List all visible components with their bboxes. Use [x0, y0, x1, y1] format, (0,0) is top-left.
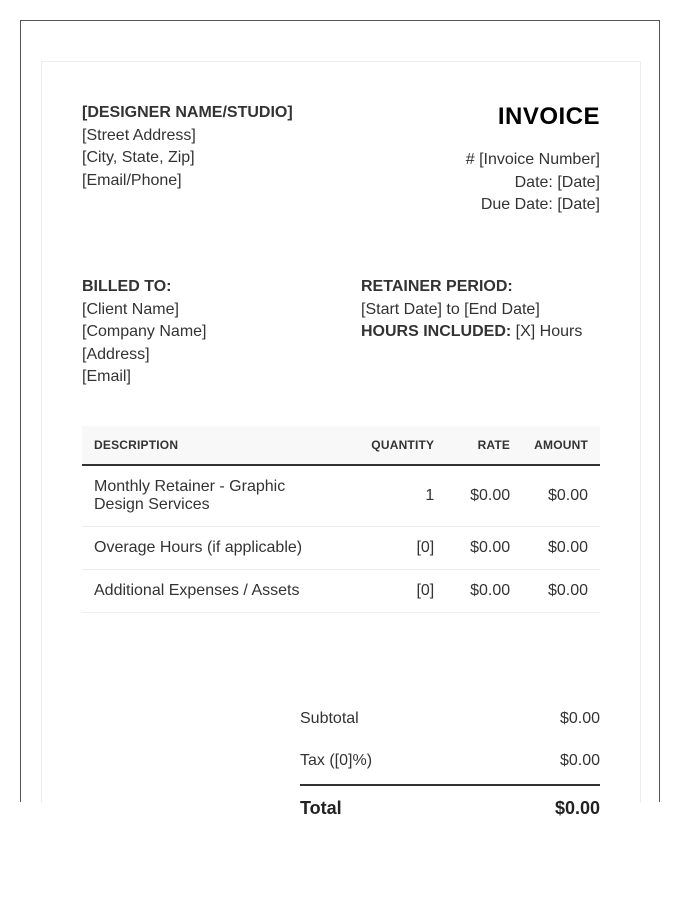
row-rate: $0.00: [446, 570, 522, 613]
row-description: Monthly Retainer - Graphic Design Services: [82, 465, 336, 527]
header-amount: AMOUNT: [522, 426, 600, 465]
retainer-block: [361, 276, 582, 344]
parties-section: [82, 276, 600, 426]
row-amount: $0.00: [522, 527, 600, 570]
row-description: Overage Hours (if applicable): [82, 527, 336, 570]
line-items-table: [82, 426, 600, 613]
table-row: [82, 465, 600, 527]
client-name: [Client Name]: [82, 300, 179, 318]
row-amount: $0.00: [522, 570, 600, 613]
subtotal-value: $0.00: [559, 710, 600, 727]
retainer-period-value: [Start Date] to [End Date]: [361, 300, 540, 318]
invoice-document: [41, 61, 641, 818]
row-quantity: 1: [336, 465, 446, 527]
retainer-period-label: RETAINER PERIOD:: [361, 278, 513, 295]
invoice-content: [82, 102, 600, 818]
row-amount: $0.00: [522, 465, 600, 527]
invoice-title: INVOICE: [497, 103, 600, 130]
hours-included-value: [X] Hours: [511, 323, 583, 340]
sender-block: [82, 102, 293, 192]
table-header-row: [82, 426, 600, 465]
subtotal-line: [300, 698, 600, 740]
total-label: Total: [300, 797, 342, 818]
tax-line: [300, 740, 600, 782]
billed-to-block: [82, 276, 207, 389]
sender-street: [Street Address]: [82, 126, 196, 144]
totals-block: [300, 698, 600, 830]
row-quantity: [0]: [336, 527, 446, 570]
billed-to-label: BILLED TO:: [82, 278, 172, 295]
hours-included-label: HOURS INCLUDED:: [361, 323, 512, 340]
hours-included: [361, 321, 582, 344]
company-name: [Company Name]: [82, 323, 207, 340]
table-row: [82, 527, 600, 570]
row-quantity: [0]: [336, 570, 446, 613]
row-rate: $0.00: [446, 465, 522, 527]
invoice-meta: [466, 102, 600, 217]
tax-value: $0.00: [559, 752, 600, 769]
client-email: [Email]: [82, 368, 131, 385]
row-rate: $0.00: [446, 527, 522, 570]
header-rate: RATE: [446, 426, 522, 465]
sender-name: [DESIGNER NAME/STUDIO]: [82, 104, 293, 121]
subtotal-label: Subtotal: [300, 710, 359, 727]
row-description: Additional Expenses / Assets: [82, 570, 336, 613]
invoice-due-date: Due Date: [Date]: [480, 196, 600, 213]
sender-city: [City, State, Zip]: [82, 149, 195, 166]
invoice-header: [82, 102, 600, 252]
header-quantity: QUANTITY: [336, 426, 446, 465]
sender-contact: [Email/Phone]: [82, 171, 182, 189]
invoice-date: Date: [Date]: [514, 173, 600, 191]
page-frame: [20, 20, 660, 818]
client-address: [Address]: [82, 345, 150, 363]
header-description: DESCRIPTION: [82, 426, 336, 465]
invoice-number: # [Invoice Number]: [465, 151, 600, 168]
table-row: [82, 570, 600, 613]
tax-label: Tax ([0]%): [300, 752, 373, 769]
grand-total-line: [300, 784, 600, 830]
total-value: $0.00: [554, 797, 600, 818]
